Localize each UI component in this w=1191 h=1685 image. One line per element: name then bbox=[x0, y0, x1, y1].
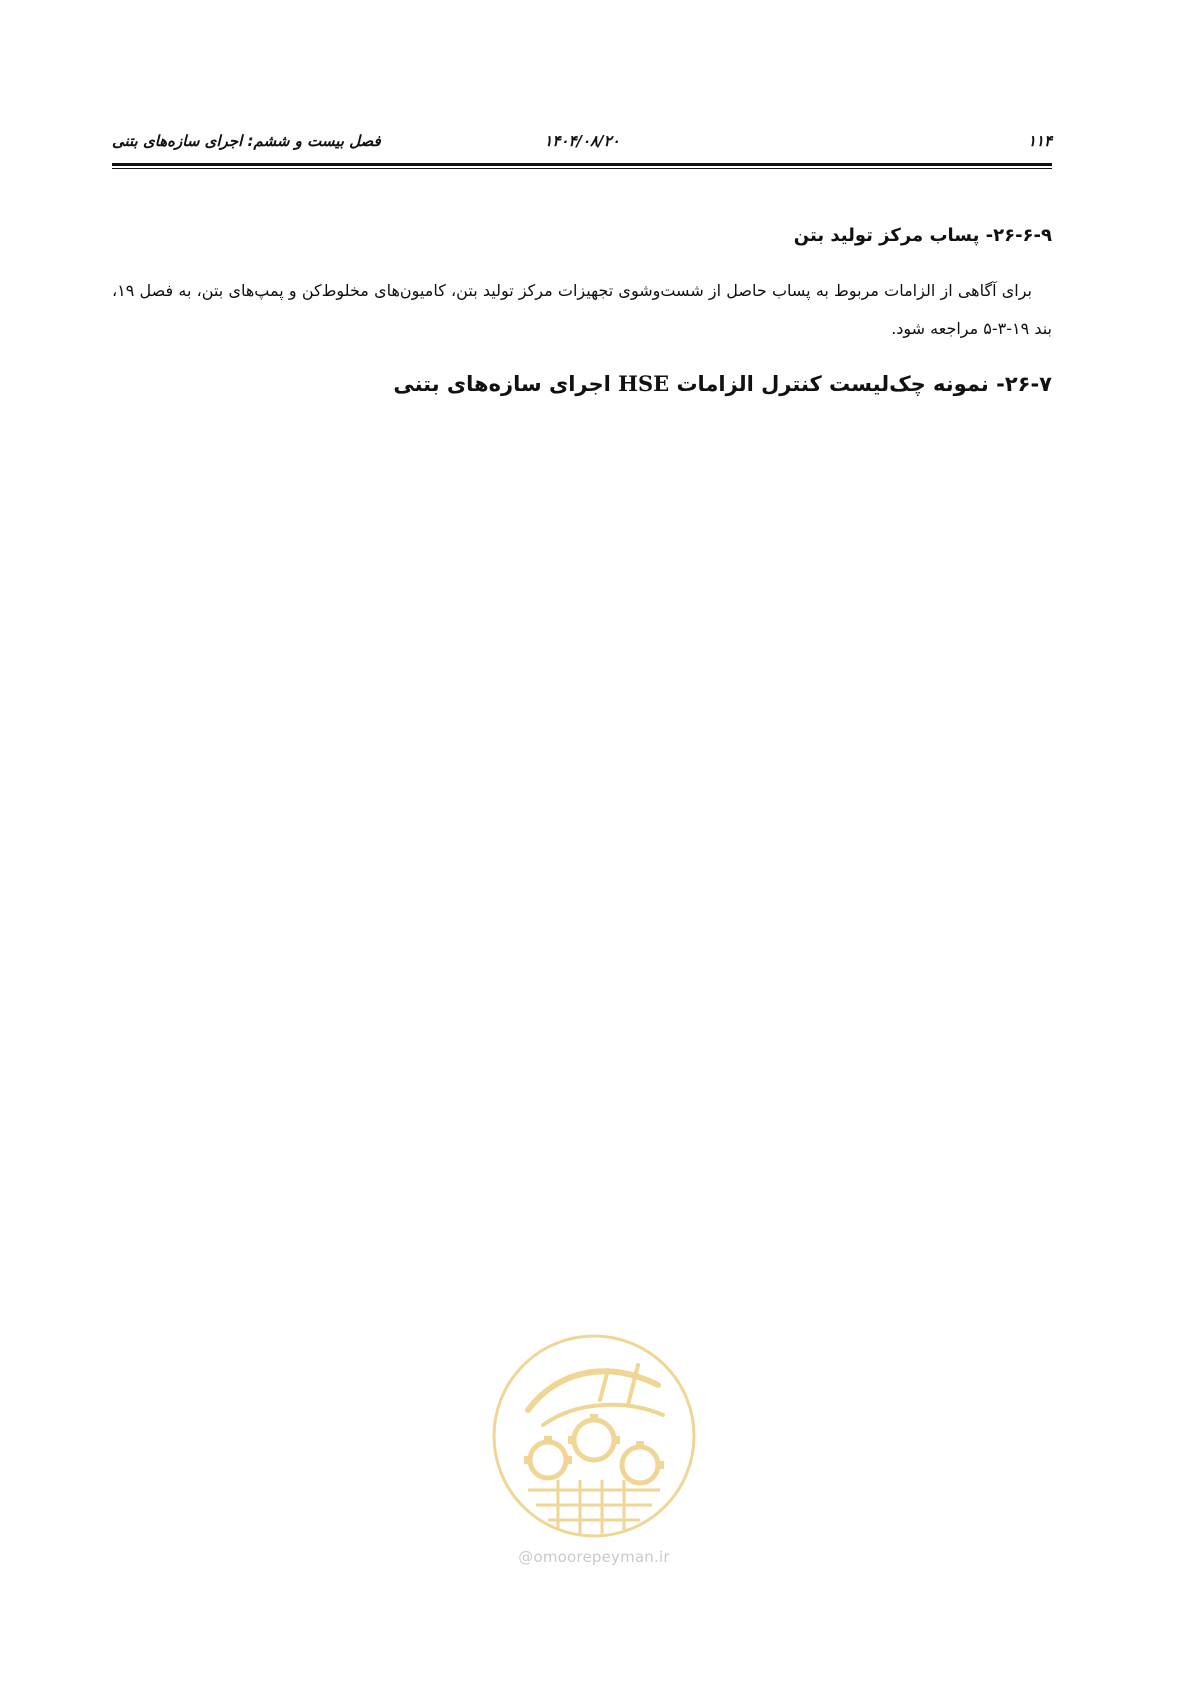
checklist-heading-suffix: اجرای سازه‌های بتنی bbox=[393, 372, 611, 396]
header-chapter-title: فصل بیست و ششم: اجرای سازه‌های بتنی bbox=[112, 132, 381, 150]
header-date: ۱۴۰۴/۰۸/۲۰ bbox=[544, 132, 620, 150]
watermark-url: @omoorepeyman.ir bbox=[518, 1548, 670, 1566]
page-header bbox=[112, 128, 1052, 158]
section-paragraph: برای آگاهی از الزامات مربوط به پساب حاصل از شست‌وشوی تجهیزات مرکز تولید بتن، کامیون‌های مخلوط‌کن و پمپ‌های بتن، به فصل ۱۹، بند ۱۹-۳-۵ مراجعه شود. bbox=[112, 281, 1052, 338]
header-page-number: ۱۱۴ bbox=[1027, 132, 1052, 150]
section-heading: ۲۶-۶-۹- پساب مرکز تولید بتن bbox=[793, 225, 1052, 246]
checklist-section-heading bbox=[112, 368, 1052, 400]
header-divider-thin bbox=[112, 168, 1052, 169]
header-divider-thick bbox=[112, 163, 1052, 166]
page-content bbox=[112, 210, 1052, 400]
watermark bbox=[488, 1330, 700, 1580]
checklist-heading-latin: HSE bbox=[618, 371, 670, 396]
watermark-logo-icon bbox=[488, 1330, 700, 1542]
checklist-heading-prefix: ۲۶-۷- نمونه چک‌لیست کنترل الزامات bbox=[676, 372, 1052, 396]
